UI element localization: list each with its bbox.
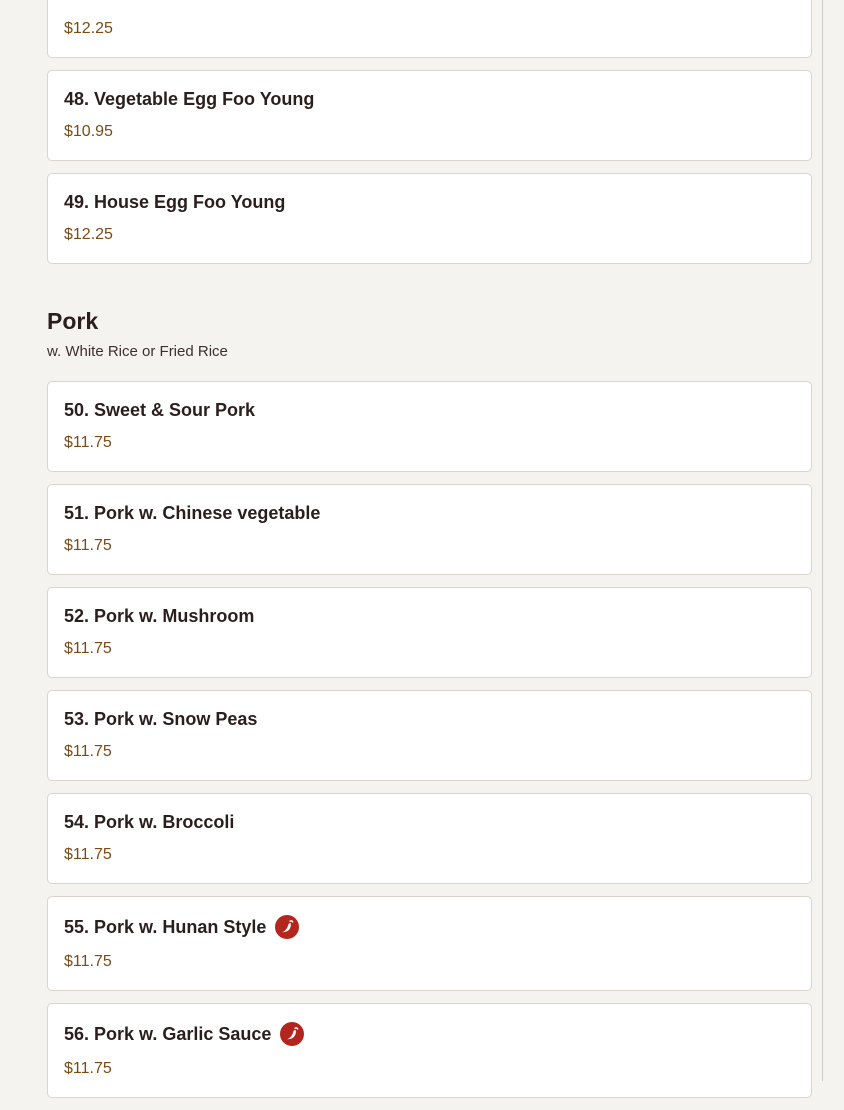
scroll-divider — [822, 0, 823, 1081]
menu-item-title — [64, 501, 795, 525]
section-subtitle: w. White Rice or Fried Rice — [47, 343, 228, 360]
menu-item-price: $11.75 — [64, 953, 112, 970]
menu-item-card[interactable] — [47, 1003, 812, 1098]
menu-item-price: $12.25 — [64, 20, 113, 37]
menu-item-card[interactable] — [47, 173, 812, 264]
menu-item-name: 56. Pork w. Garlic Sauce — [64, 1024, 272, 1044]
menu-item-title — [64, 604, 795, 628]
menu-item-name: 53. Pork w. Snow Peas — [64, 709, 258, 729]
menu-item-name: 51. Pork w. Chinese vegetable — [64, 503, 321, 523]
menu-item-card[interactable] — [47, 0, 812, 58]
menu-item-name: 55. Pork w. Hunan Style — [64, 917, 267, 937]
menu-item-price: $11.75 — [64, 434, 112, 451]
menu-item-card[interactable] — [47, 690, 812, 781]
section-header-pork — [47, 276, 812, 362]
chili-pepper-icon — [275, 915, 299, 939]
menu-item-title — [64, 1020, 795, 1048]
menu-item-price: $11.75 — [64, 846, 112, 863]
menu-item-price: $10.95 — [64, 123, 113, 140]
menu-item-card[interactable] — [47, 793, 812, 884]
menu-item-card[interactable] — [47, 70, 812, 161]
menu-item-price: $11.75 — [64, 1060, 112, 1077]
section-title: Pork — [47, 308, 99, 334]
menu-item-card[interactable] — [47, 587, 812, 678]
menu-item-card[interactable] — [47, 896, 812, 991]
menu-item-card[interactable] — [47, 381, 812, 472]
menu-item-price: $11.75 — [64, 743, 112, 760]
chili-pepper-icon — [280, 1022, 304, 1046]
menu-item-title — [64, 707, 795, 731]
menu-item-name: 49. House Egg Foo Young — [64, 192, 286, 212]
menu-item-name: 50. Sweet & Sour Pork — [64, 400, 256, 420]
menu-item-price: $11.75 — [64, 640, 112, 657]
menu-item-title — [64, 190, 795, 214]
menu-content — [47, 0, 812, 1110]
menu-item-title — [64, 398, 795, 422]
menu-item-price: $12.25 — [64, 226, 113, 243]
menu-item-title — [64, 0, 795, 8]
menu-item-price: $11.75 — [64, 537, 112, 554]
menu-item-card[interactable] — [47, 484, 812, 575]
menu-item-name: 48. Vegetable Egg Foo Young — [64, 89, 315, 109]
menu-item-title — [64, 810, 795, 834]
menu-item-title — [64, 87, 795, 111]
menu-item-name: 52. Pork w. Mushroom — [64, 606, 255, 626]
menu-item-title — [64, 913, 795, 941]
menu-item-name: 54. Pork w. Broccoli — [64, 812, 235, 832]
